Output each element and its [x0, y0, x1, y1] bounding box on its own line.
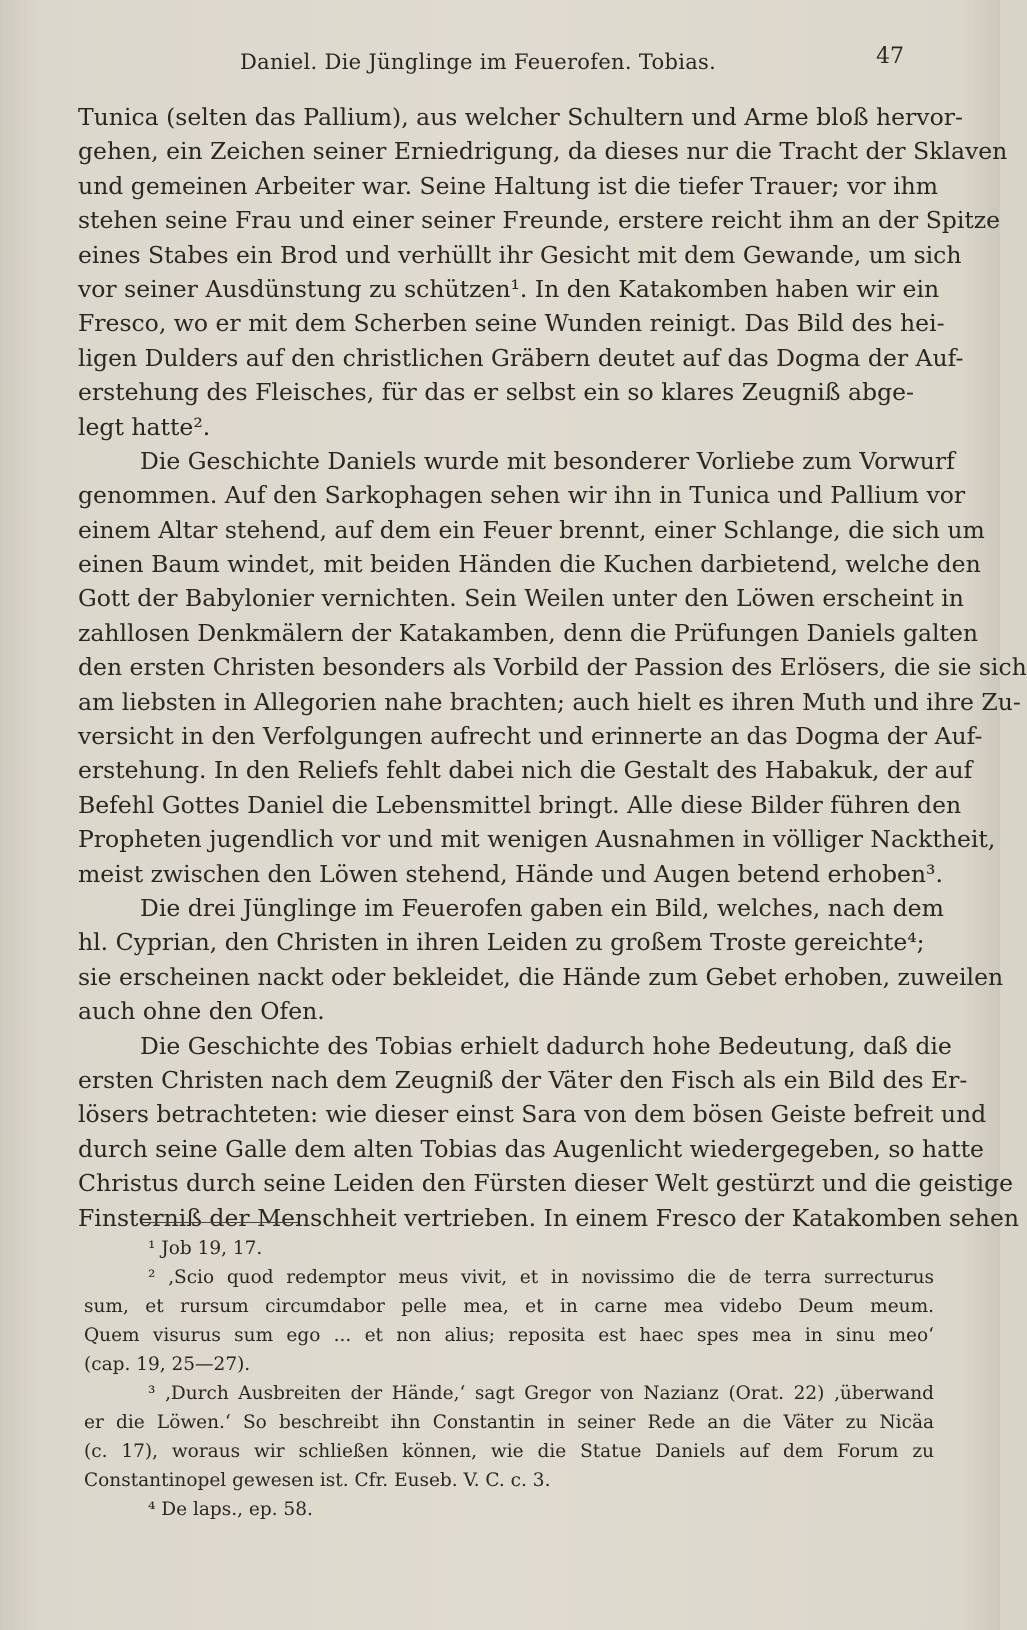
body-line: meist zwischen den Löwen stehend, Hände und Augen betend erhoben³.	[78, 859, 943, 888]
body-line: Tunica (selten das Pallium), aus welcher Schultern und Arme bloß hervor-	[78, 103, 963, 131]
body-line: ersten Christen nach dem Zeugniß der Väter den Fisch als ein Bild des Er-	[78, 1065, 968, 1094]
body-line: genommen. Auf den Sarkophagen sehen wir ihn in Tunica und Pallium vor	[78, 481, 966, 510]
footnote-line: ³ ‚Durch Ausbreiten der Hände,‘ sagt Gregor von Nazianz (Orat. 22) ‚überwand	[148, 1383, 934, 1404]
page-number: 47	[876, 44, 904, 69]
running-head-title: Daniel. Die Jünglinge im Feuerofen. Tobias.	[240, 50, 717, 74]
body-line: einen Baum windet, mit beiden Händen die Kuchen darbietend, welche den	[78, 550, 981, 579]
body-line: lösers betrachteten: wie dieser einst Sara von dem bösen Geiste befreit und	[78, 1100, 987, 1129]
body-line: versicht in den Verfolgungen aufrecht und erinnerte an das Dogma der Auf-	[78, 722, 983, 751]
footnote-line: ¹ Job 19, 17.	[148, 1238, 263, 1259]
body-line: Die drei Jünglinge im Feuerofen gaben ein Bild, welches, nach dem	[140, 893, 944, 922]
body-line: Christus durch seine Leiden den Fürsten dieser Welt gestürzt und die geistige	[78, 1169, 1014, 1198]
body-line: erstehung. In den Reliefs fehlt dabei nich die Gestalt des Habakuk, der auf	[78, 756, 973, 785]
footnote-line: Quem visurus sum ego ... et non alius; reposita est haec spes mea in sinu meo‘	[84, 1325, 934, 1346]
body-line: ligen Dulders auf den christlichen Gräbern deutet auf das Dogma der Auf-	[78, 343, 964, 372]
body-line: durch seine Galle dem alten Tobias das Augenlicht wiedergegeben, so hatte	[78, 1134, 984, 1163]
body-line: Die Geschichte des Tobias erhielt dadurch hohe Bedeutung, daß die	[140, 1031, 952, 1060]
footnote-line: ² ‚Scio quod redemptor meus vivit, et in novissimo die de terra surrecturus	[148, 1267, 934, 1288]
body-line: Die Geschichte Daniels wurde mit besonderer Vorliebe zum Vorwurf	[140, 446, 955, 475]
body-line: hl. Cyprian, den Christen in ihren Leiden zu großem Troste gereichte⁴;	[78, 928, 925, 957]
body-line: eines Stabes ein Brod und verhüllt ihr Gesicht mit dem Gewande, um sich	[78, 240, 962, 269]
footnote-line: (cap. 19, 25—27).	[84, 1354, 251, 1375]
body-line: sie erscheinen nackt oder bekleidet, die Hände zum Gebet erhoben, zuweilen	[78, 962, 1004, 991]
body-line: stehen seine Frau und einer seiner Freunde, erstere reicht ihm an der Spitze	[78, 206, 1001, 235]
footnote-line: (c. 17), woraus wir schließen können, wie die Statue Daniels auf dem Forum zu	[84, 1441, 934, 1462]
body-line: vor seiner Ausdünstung zu schützen¹. In den Katakomben haben wir ein	[78, 274, 940, 303]
body-line: Gott der Babylonier vernichten. Sein Weilen unter den Löwen erscheint in	[78, 584, 964, 613]
footnote-line: er die Löwen.‘ So beschreibt ihn Constantin in seiner Rede an die Väter zu Nicäa	[84, 1412, 934, 1433]
body-line: Fresco, wo er mit dem Scherben seine Wunden reinigt. Das Bild des hei-	[78, 309, 945, 338]
body-line: Befehl Gottes Daniel die Lebensmittel bringt. Alle diese Bilder führen den	[78, 790, 962, 819]
footnotes	[84, 1234, 934, 1524]
body-line: und gemeinen Arbeiter war. Seine Haltung ist die tiefer Trauer; vor ihm	[78, 171, 939, 200]
body-line: auch ohne den Ofen.	[78, 997, 325, 1026]
body-line: Propheten jugendlich vor und mit wenigen Ausnahmen in völliger Nacktheit,	[78, 825, 996, 854]
body-line: legt hatte².	[78, 412, 211, 441]
body-line: Finsterniß der Menschheit vertrieben. In einem Fresco der Katakomben sehen	[78, 1203, 1019, 1232]
body-text	[78, 100, 1027, 1235]
running-head	[0, 44, 1000, 84]
body-line: den ersten Christen besonders als Vorbild der Passion des Erlösers, die sie sich	[78, 653, 1027, 682]
footnote-line: sum, et rursum circumdabor pelle mea, et in carne mea videbo Deum meum.	[84, 1296, 934, 1317]
body-line: einem Altar stehend, auf dem ein Feuer brennt, einer Schlange, die sich um	[78, 515, 985, 544]
body-line: gehen, ein Zeichen seiner Erniedrigung, da dieses nur die Tracht der Sklaven	[78, 137, 1008, 166]
body-line: am liebsten in Allegorien nahe brachten; auch hielt es ihren Muth und ihre Zu-	[78, 687, 1021, 716]
footnote-divider	[142, 1222, 298, 1223]
body-line: zahllosen Denkmälern der Katakamben, denn die Prüfungen Daniels galten	[78, 618, 979, 647]
footnote-line: ⁴ De laps., ep. 58.	[148, 1499, 313, 1520]
body-line: erstehung des Fleisches, für das er selbst ein so klares Zeugniß abge-	[78, 378, 914, 407]
footnote-line: Constantinopel gewesen ist. Cfr. Euseb. V. C. c. 3.	[84, 1470, 551, 1491]
